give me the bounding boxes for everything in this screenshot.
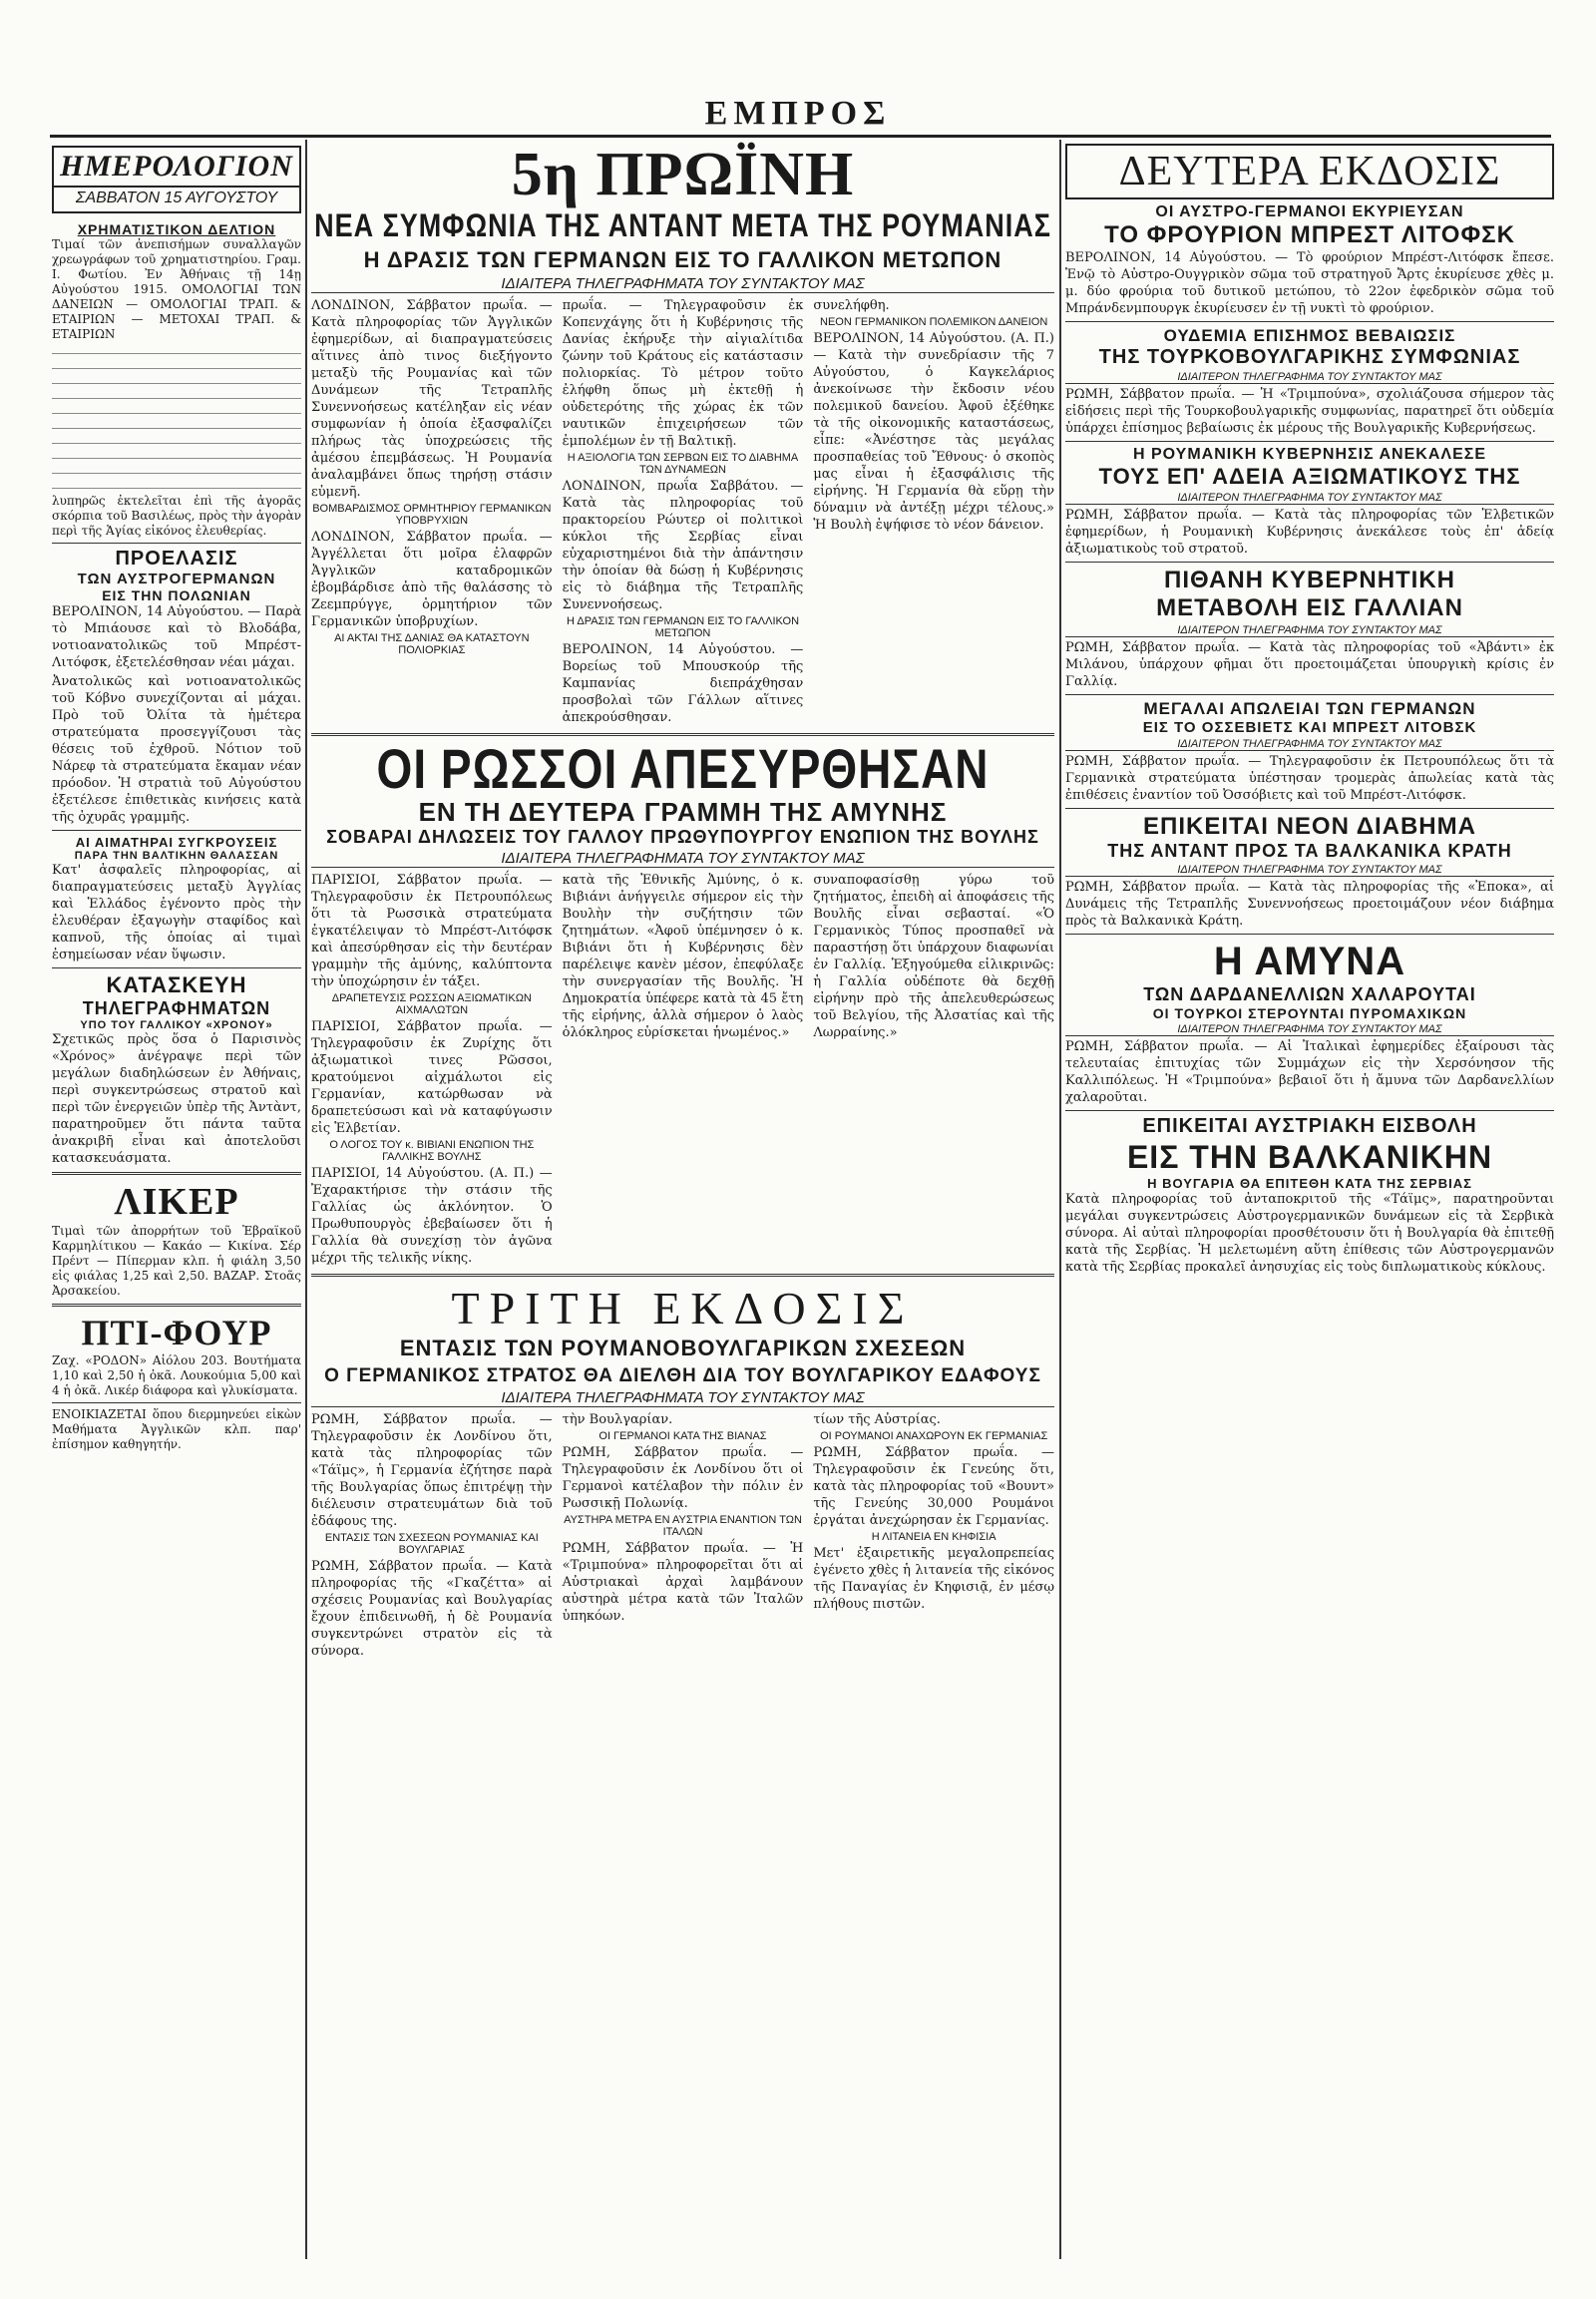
article-heading: ΕΝΤΑΣΙΣ ΤΩΝ ΣΧΕΣΕΩΝ ΡΟΥΜΑΝΙΑΣ ΚΑΙ ΒΟΥΛΓΑΡΙΑΣ — [324, 1532, 539, 1556]
article-heading: ΟΙ ΡΟΥΜΑΝΟΙ ΑΝΑΧΩΡΟΥΝ ΕΚ ΓΕΡΜΑΝΙΑΣ — [820, 1430, 1048, 1442]
telegram-label: ΙΔΙΑΙΤΕΡΟΝ ΤΗΛΕΓΡΑΦΗΜΑ ΤΟΥ ΣΥΝΤΑΚΤΟΥ ΜΑΣ — [1065, 371, 1554, 384]
article-text: ΡΩΜΗ, Σάββατον πρωΐα. — Τηλεγραφοῦσιν ἐκ Λονδίνου ὅτι οἱ Γερμανοὶ κατέλαβον τὴν πόλιν ἐν Ρωσσικῇ Πολωνίᾳ. — [562, 1445, 804, 1511]
article-text: συνελήφθη. — [813, 298, 890, 313]
edition-headline: 5η ΠΡΩΪΝΗ — [511, 141, 855, 208]
article-text: συναποφασίσθῃ γύρω τοῦ ζητήματος, ἐπειδὴ αἱ ἀποφάσεις τῆς Βουλῆς εἶναι σεβασταί. «Ὁ Γερμανικὸς Τύπος προσπαθεῖ νὰ παραστήσῃ ὅτι ὑπάρχουν διαφωνίαι ἐν Γαλλίᾳ. Ἐξηγούμεθα εἰλικρινῶς: ἡ Γαλλία οὐδέποτε θὰ δεχθῇ εἰρήνην πρὸ τῆς ἀπελευθερώσεως τοῦ Βελγίου, τῆς Ἀλσατίας καὶ τῆς Λωρραίνης.» — [813, 873, 1054, 1040]
article-text: ΛΟΝΔΙΝΟΝ, πρωΐα Σαββάτου. — Κατὰ τὰς πληροφορίας τοῦ πρακτορείου Ρώυτερ οἱ πολιτικοὶ κύκλοι τῆς Σερβίας εἶναι εὐχαριστημένοι διὰ τὴν ἀπάντησιν τὴν ὁποίαν θὰ δώσῃ ἡ Κυβέρνησις εἰς τὸ διάβημα τῆς Τετραπλῆς Συνεννοήσεως. — [562, 479, 804, 612]
article-heading: ΤΩΝ ΔΑΡΔΑΝΕΛΛΙΩΝ ΧΑΛΑΡΟΥΤΑΙ — [1143, 984, 1476, 1004]
market-figures — [52, 344, 301, 494]
article-heading: ΤΟΥΣ ΕΠ' ΑΔΕΙΑ ΑΞΙΩΜΑΤΙΚΟΥΣ ΤΗΣ — [1098, 464, 1521, 489]
article-column — [311, 1411, 553, 1662]
article-heading: Η ΡΟΥΜΑΝΙΚΗ ΚΥΒΕΡΝΗΣΙΣ ΑΝΕΚΑΛΕΣΕ — [1132, 446, 1487, 463]
article-text: ΡΩΜΗ, Σάββατον πρωΐα. — Τηλεγραφοῦσιν ἐκ Λονδίνου ὅτι, κατὰ τὰς πληροφορίας τῶν «Τάϊμς», ἡ Γερμανία ἐζήτησε παρὰ τῆς Βουλγαρίας ὅπως ἐπιτρέψῃ τὴν διέλευσιν στρατευμάτων διὰ τοῦ ἐδάφους της. — [311, 1412, 553, 1529]
article-text: ΡΩΜΗ, Σάββατον πρωΐα. — Κατὰ τὰς πληροφορίας τῆς «Ἐποκα», αἱ Δυνάμεις τῆς Τετραπλῆς Συνεννοήσεως προετοιμάζουν νέον διάβημα πρὸς τὰ Βαλκανικὰ Κράτη. — [1065, 880, 1554, 929]
ad-title: ΠΤΙ-ΦΟΥΡ — [81, 1313, 272, 1352]
sub-headline: ΕΝΤΑΣΙΣ ΤΩΝ ΡΟΥΜΑΝΟΒΟΥΛΓΑΡΙΚΩΝ ΣΧΕΣΕΩΝ — [399, 1336, 967, 1360]
article-heading: ΕΠΙΚΕΙΤΑΙ ΝΕΟΝ ΔΙΑΒΗΜΑ — [1143, 813, 1476, 840]
divider — [1065, 808, 1554, 809]
article-text: ΡΩΜΗ, Σάββατον πρωΐα. — Αἱ Ἰταλικαὶ ἐφημερίδες ἐξαίρουσι τὰς τελευταίας ἐπιτυχίας τῶν Συμμάχων εἰς τὴν Χερσόνησον τῆς Καλλιπόλεως. Ἡ «Τριμπούνα» βεβαιοῖ ὅτι ἡ ἄμυνα τῶν Δαρδανελλίων χαλαροῦται. — [1065, 1039, 1554, 1105]
article-heading: ΜΕΤΑΒΟΛΗ ΕΙΣ ΓΑΛΛΙΑΝ — [1156, 594, 1463, 621]
right-column — [1065, 140, 1554, 2259]
article-heading: ΟΥΔΕΜΙΑ ΕΠΙΣΗΜΟΣ ΒΕΒΑΙΩΣΙΣ — [1163, 326, 1456, 345]
article-heading: ΜΕΓΑΛΑΙ ΑΠΩΛΕΙΑΙ ΤΩΝ ΓΕΡΜΑΝΩΝ — [1143, 699, 1476, 718]
divider — [52, 1304, 301, 1307]
article-text: ΒΕΡΟΛΙΝΟΝ, 14 Αὐγούστου. — Βορείως τοῦ Μπουσκούρ τῆς Καμπανίας διεπράχθησαν προσβολαὶ τῶν Γάλλων αἵτινες ἀπεκρούσθησαν. — [562, 642, 804, 725]
article-text: Μετ' ἐξαιρετικῆς μεγαλοπρεπείας ἐγένετο χθὲς ἡ λιτανεία τῆς εἰκόνος τῆς Παναγίας ἐν Κηφισιᾷ, ἐν μέσῳ πλήθους πιστῶν. — [813, 1546, 1054, 1612]
divider — [52, 967, 301, 968]
top-rule — [50, 135, 1551, 138]
third-edition-title: ΤΡΙΤΗ ΕΚΔΟΣΙΣ — [451, 1283, 915, 1334]
big-subheadline: ΕΝ ΤΗ ΔΕΥΤΕΡΑ ΓΡΑΜΜΗ ΤΗΣ ΑΜΥΝΗΣ — [418, 797, 948, 827]
telegram-label: ΙΔΙΑΙΤΕΡΑ ΤΗΛΕΓΡΑΦΗΜΑΤΑ ΤΟΥ ΣΥΝΤΑΚΤΟΥ ΜΑΣ — [311, 275, 1054, 293]
article-column — [311, 872, 553, 1269]
divider — [52, 1402, 301, 1403]
divider — [311, 1274, 1054, 1277]
article-text: ΡΩΜΗ, Σάββατον πρωΐα. — Ἡ «Τριμπούνα», σχολιάζουσα σήμερον τὰς εἰδήσεις περὶ τῆς Τουρκοβουλγαρικῆς συμφωνίας, παρατηρεῖ ὅτι οὐδεμία ὑπάρχει ἐπίσημος βεβαίωσις ἐκ μέρους τῆς Βουλγαρικῆς Κυβερνήσεως. — [1065, 387, 1554, 436]
article-heading: ΕΙΣ ΤΗΝ ΠΟΛΩΝΙΑΝ — [102, 587, 251, 603]
telegram-label: ΙΔΙΑΙΤΕΡΟΝ ΤΗΛΕΓΡΑΦΗΜΑ ΤΟΥ ΣΥΝΤΑΚΤΟΥ ΜΑΣ — [1065, 624, 1554, 637]
article-column — [813, 297, 1054, 728]
article-heading: ΕΠΙΚΕΙΤΑΙ ΑΥΣΤΡΙΑΚΗ ΕΙΣΒΟΛΗ — [1142, 1115, 1477, 1137]
telegram-label: ΙΔΙΑΙΤΕΡΟΝ ΤΗΛΕΓΡΑΦΗΜΑ ΤΟΥ ΣΥΝΤΑΚΤΟΥ ΜΑΣ — [1065, 492, 1554, 505]
article-columns — [311, 872, 1054, 1269]
market-text: Τιμαί τῶν ἀνεπισήμων συναλλαγῶν χρεωγράφων τοῦ χρηματιστηρίου. Γραμ. Ι. Φωτίου. Ἐν Ἀθήναις τῇ 14ῃ Αὐγούστου 1915. ΟΜΟΛΟΓΙΑΙ ΤΩΝ ΔΑΝΕΙΩΝ — ΟΜΟΛΟΓΙΑΙ ΤΡΑΠ. & ΕΤΑΙΡΙΩΝ — ΜΕΤΟΧΑΙ ΤΡΑΠ. & ΕΤΑΙΡΙΩΝ — [52, 237, 301, 341]
main-headline: ΝΕΑ ΣΥΜΦΩΝΙΑ ΤΗΣ ΑΝΤΑΝΤ ΜΕΤΑ ΤΗΣ ΡΟΥΜΑΝΙΑΣ — [314, 207, 1051, 243]
article-column — [311, 297, 553, 728]
article-heading: ΒΟΜΒΑΡΔΙΣΜΟΣ ΟΡΜΗΤΗΡΙΟΥ ΓΕΡΜΑΝΙΚΩΝ ΥΠΟΒΡΥΧΙΩΝ — [312, 503, 552, 527]
left-column — [52, 140, 301, 2259]
article-text: ΡΩΜΗ, Σάββατον πρωΐα. — Κατὰ τὰς πληροφορίας τοῦ «Ἀβάντι» ἐκ Μιλάνου, ὑπάρχουν φῆμαι ὅτι προετοιμάζεται ὑπουργικὴ κρίσις ἐν Γαλλίᾳ. — [1065, 640, 1554, 689]
column-divider — [1059, 140, 1061, 2259]
article-heading: ΕΙΣ ΤΗΝ ΒΑΛΚΑΝΙΚΗΝ — [1126, 1139, 1493, 1175]
article-text: ΡΩΜΗ, Σάββατον πρωΐα. — Κατὰ τὰς πληροφορίας τῶν Ἑλβετικῶν ἐφημερίδων, ἡ Ρουμανικὴ Κυβέρνησις ἀνεκάλεσε τοὺς ἐπ' ἀδείᾳ ἀξιωματικοὺς τοῦ στρατοῦ. — [1065, 508, 1554, 557]
article-text: ΡΩΜΗ, Σάββατον πρωΐα. — Κατὰ πληροφορίας τῆς «Γκαζέττα» αἱ σχέσεις Ρουμανίας καὶ Βουλγαρίας ἔχουν ἐπιδεινωθῆ, ἡ δὲ Ρουμανία συγκεντρώνει στρατὸν εἰς τὰ σύνορα. — [311, 1559, 553, 1659]
article-heading: ΟΙ ΓΕΡΜΑΝΟΙ ΚΑΤΑ ΤΗΣ ΒΙΑΝΑΣ — [598, 1430, 767, 1442]
sub-headline: Ο ΓΕΡΜΑΝΙΚΟΣ ΣΤΡΑΤΟΣ ΘΑ ΔΙΕΛΘΗ ΔΙΑ ΤΟΥ ΒΟΥΛΓΑΡΙΚΟΥ ΕΔΑΦΟΥΣ — [324, 1365, 1041, 1386]
article-heading: ΑΙ ΑΚΤΑΙ ΤΗΣ ΔΑΝΙΑΣ ΘΑ ΚΑΤΑΣΤΟΥΝ ΠΟΛΙΟΡΚΙΑΣ — [334, 632, 530, 656]
article-text: ΡΩΜΗ, Σάββατον πρωΐα. — Ἡ «Τριμπούνα» πληροφορεῖται ὅτι αἱ Αὐστριακαὶ ἀρχαὶ λαμβάνουν αὐστηρὰ μέτρα κατὰ τῶν Ἰταλῶν ὑπηκόων. — [562, 1541, 804, 1624]
article-text: ΒΕΡΟΛΙΝΟΝ, 14 Αὐγούστου. (Α. Π.) — Κατὰ τὴν συνεδρίασιν τῆς 7 Αὐγούστου, ὁ Καγκελάριος ἀνεκοίνωσε τὴν ἔκδοσιν νέου πολεμικοῦ δανείου. Ἀφοῦ ἐξέθηκε τὰ τῆς οἰκονομικῆς καταστάσεως, εἶπε: «Ἀνέστησε τὰς μεγάλας προσπαθείας τοῦ Ἔθνους· ὁ σκοπὸς μας εἶναι ἡ ἐξασφάλισις τῆς εἰρήνης. Ἡ Γερμανία θὰ εὕρῃ τὴν δύναμιν νὰ ἀντέξῃ μέχρι τέλους.» Ἡ Βουλὴ ἐψήφισε τὸ νέον δάνειον. — [813, 331, 1054, 533]
article-text: τὴν Βουλγαρίαν. — [562, 1412, 673, 1427]
article-heading: ΠΑΡΑ ΤΗΝ ΒΑΛΤΙΚΗΝ ΘΑΛΑΣΣΑΝ — [74, 850, 279, 862]
article-heading: ΠΙΘΑΝΗ ΚΥΒΕΡΝΗΤΙΚΗ — [1163, 567, 1456, 593]
article-text: ΡΩΜΗ, Σάββατον πρωΐα. — Τηλεγραφοῦσιν ἐκ Πετρουπόλεως ὅτι τὰ Γερμανικὰ στρατεύματα ὑπέστησαν τρομερὰς ἀπωλείας κατὰ τὰς ἐπιθέσεις ἐναντίον τοῦ Ὀσσόβιετς καὶ τοῦ Μπρέστ-Λιτόφσκ. — [1065, 754, 1554, 803]
article-text: πρωΐα. — Τηλεγραφοῦσιν ἐκ Κοπενχάγης ὅτι ἡ Κυβέρνησις τῆς Δανίας ἐκήρυξε τὴν αἰγιαλίτιδα ζώνην τοῦ Κράτους εἰς κατάστασιν πολιορκίας. Τὸ μέτρον τοῦτο ἐλήφθη ὅπως μὴ ἐκτεθῇ ἡ οὐδετερότης τῆς χώρας ἐκ τῶν ναυτικῶν ἐπιχειρήσεων τῶν ἐμπολέμων ἐν τῇ Βαλτικῇ. — [562, 298, 804, 449]
article-heading: ΤΩΝ ΑΥΣΤΡΟΓΕΡΜΑΝΩΝ — [77, 571, 276, 587]
article-columns — [311, 297, 1054, 728]
divider — [1065, 934, 1554, 935]
divider — [1065, 441, 1554, 442]
divider — [52, 543, 301, 544]
calendar-box — [52, 146, 301, 213]
article-heading: Η ΛΙΤΑΝΕΙΑ ΕΝ ΚΗΦΙΣΙΑ — [871, 1531, 997, 1543]
column-divider — [305, 140, 307, 2259]
ad-title: ΛΙΚΕΡ — [114, 1181, 239, 1223]
article-text: ΠΑΡΙΣΙΟΙ, Σάββατον πρωΐα. — Τηλεγραφοῦσιν ἐκ Ζυρίχης ὅτι ἀξιωματικοὶ τινες Ρῶσσοι, κρατούμενοι αἰχμάλωτοι εἰς Γερμανίαν, κατώρθωσαν νὰ δραπετεύσωσι καὶ νὰ καταφύγωσιν εἰς Ἑλβετίαν. — [311, 1019, 553, 1136]
article-heading: ΥΠΟ ΤΟΥ ΓΑΛΛΙΚΟΥ «ΧΡΟΝΟΥ» — [80, 1019, 273, 1031]
telegram-label: ΙΔΙΑΙΤΕΡΟΝ ΤΗΛΕΓΡΑΦΗΜΑ ΤΟΥ ΣΥΝΤΑΚΤΟΥ ΜΑΣ — [1065, 738, 1554, 751]
article-heading: ΑΙ ΑΙΜΑΤΗΡΑΙ ΣΥΓΚΡΟΥΣΕΙΣ — [75, 835, 278, 850]
article-heading: Η ΔΡΑΣΙΣ ΤΩΝ ΓΕΡΜΑΝΩΝ ΕΙΣ ΤΟ ΓΑΛΛΙΚΟΝ ΜΕΤΩΠΟΝ — [566, 615, 800, 639]
article-columns — [311, 1411, 1054, 1662]
classified-text: ΕΝΟΙΚΙΑΖΕΤΑΙ ὅπου διερμηνεύει εἰκὼν Μαθήματα Ἀγγλικῶν κλπ. παρ' ἐπίσημον καθηγητήν. — [52, 1407, 301, 1451]
article-heading: Ο ΛΟΓΟΣ ΤΟΥ κ. ΒΙΒΙΑΝΙ ΕΝΩΠΙΟΝ ΤΗΣ ΓΑΛΛΙΚΗΣ ΒΟΥΛΗΣ — [329, 1139, 535, 1163]
divider — [52, 1172, 301, 1175]
article-heading: Η ΒΟΥΓΑΡΙΑ ΘΑ ΕΠΙΤΕΘΗ ΚΑΤΑ ΤΗΣ ΣΕΡΒΙΑΣ — [1147, 1176, 1472, 1191]
article-text: Κατ' ἀσφαλεῖς πληροφορίας, αἱ διαπραγματεύσεις μεταξὺ Ἀγγλίας καὶ Ἑλλάδος ἐγένοντο πρὸς τὴν ἐλευθέραν ἐξαγωγὴν σταφίδος καὶ καπνοῦ, τῆς ὁποίας αἱ τιμαὶ ἐσημείωσαν νέαν ὕψωσιν. — [52, 863, 301, 962]
article-text: ΛΟΝΔΙΝΟΝ, Σάββατον πρωΐα. — Ἀγγέλλεται ὅτι μοῖρα ἐλαφρῶν Ἀγγλικῶν καταδρομικῶν ἐβομβάρδισε ἀπὸ τῆς θαλάσσης τὸ Ζεεμπρύγγε, ὁρμητήριον τῶν Γερμανικῶν ὑποβρυχίων. — [311, 530, 553, 629]
center-column — [311, 140, 1054, 2259]
telegram-label: ΙΔΙΑΙΤΕΡΟΝ ΤΗΛΕΓΡΑΦΗΜΑ ΤΟΥ ΣΥΝΤΑΚΤΟΥ ΜΑΣ — [1065, 864, 1554, 877]
article-column — [813, 1411, 1054, 1662]
article-column — [563, 1411, 804, 1662]
article-text: Σχετικῶς πρὸς ὅσα ὁ Παρισινὸς «Χρόνος» ἀνέγραψε περὶ τῶν μεγάλων διαδηλώσεων ἐν Ἀθήναις, περὶ συγκεντρώσεως στρατοῦ καὶ περὶ τῶν ἐνεργειῶν ὑπὲρ τῆς Ἀντὰντ, παρατηροῦμεν ὅτι πάντα ταῦτα ἀνακριβῆ εἶναι καὶ ἀποτελοῦσι κατασκευάσματα. — [52, 1032, 301, 1166]
telegram-label: ΙΔΙΑΙΤΕΡΟΝ ΤΗΛΕΓΡΑΦΗΜΑ ΤΟΥ ΣΥΝΤΑΚΤΟΥ ΜΑΣ — [1065, 1023, 1554, 1036]
article-heading: ΠΡΟΕΛΑΣΙΣ — [115, 548, 238, 570]
article-column — [813, 872, 1054, 1269]
telegram-label: ΙΔΙΑΙΤΕΡΑ ΤΗΛΕΓΡΑΦΗΜΑΤΑ ΤΟΥ ΣΥΝΤΑΚΤΟΥ ΜΑΣ — [311, 1389, 1054, 1407]
market-note: λυπηρῶς ἐκτελεῖται ἐπὶ τῆς ἀγορᾶς σκόρπια τοῦ Βασιλέως, πρὸς τὴν ἀγορὰν περὶ τῆς Ἁγίας εἰκόνος ἐλευθερίας. — [52, 494, 301, 538]
article-column — [563, 872, 804, 1269]
article-text: τίων τῆς Αὐστρίας. — [813, 1412, 941, 1427]
article-heading: ΕΙΣ ΤΟ ΟΣΣΕΒΙΕΤΣ ΚΑΙ ΜΠΡΕΣΤ ΛΙΤΟΒΣΚ — [1142, 719, 1477, 736]
article-text: ΛΟΝΔΙΝΟΝ, Σάββατον πρωΐα. — Κατὰ πληροφορίας τῶν Ἀγγλικῶν ἐφημερίδων, αἱ διαπραγματεύσεις αἵτινες ἀπὸ τινος διεξήγοντο μεταξὺ τῆς Ρουμανίας καὶ τῶν Δυνάμεων τῆς Τετραπλῆς Συνεννοήσεως κατέληξαν εἰς νέαν συμφωνίαν ἡ ὁποία ἐξασφαλίζει πλήρως τὰς ὑποχρεώσεις τῆς ἀμέσου ἐπεμβάσεως. Ἡ Ρουμανία ἀναλαμβάνει ὅπως τηρήσῃ στάσιν εὐμενῆ. — [311, 298, 553, 500]
article-heading: Η ΑΞΙΟΛΟΓΙΑ ΤΩΝ ΣΕΡΒΩΝ ΕΙΣ ΤΟ ΔΙΑΒΗΜΑ ΤΩΝ ΔΥΝΑΜΕΩΝ — [567, 452, 799, 476]
calendar-date: ΣΑΒΒΑΤΟΝ 15 ΑΥΓΟΥΣΤΟΥ — [54, 186, 299, 207]
big-headline: ΟΙ ΡΩΣΣΟΙ ΑΠΕΣΥΡΘΗΣΑΝ — [376, 737, 990, 801]
masthead: ΕΜΠΡΟΣ — [704, 95, 892, 132]
article-text: κατὰ τῆς Ἐθνικῆς Ἀμύνης, ὁ κ. Βιβιάνι ἀνήγγειλε σήμερον εἰς τὴν Βουλὴν τὴν συζήτησιν τῶν ζητημάτων. «Ἀφοῦ ὑπέμνησεν ὁ κ. Βιβιάνι ὅτι ἡ Κυβέρνησις δὲν παρέλειψε κανὲν μέσον, ἐπεφύλαξε τὴν συνεργασίαν τῆς Βουλῆς. Ἡ Δημοκρατία ὑπέφερε κατὰ τὰ 45 ἔτη τῆς εἰρήνης, ἀλλὰ σήμερον ὁ λαὸς ὁλόκληρος εὑρίσκεται ἡνωμένος.» — [562, 873, 804, 1040]
ad-text: Τιμαὶ τῶν ἀπορρήτων τοῦ Ἑβραϊκοῦ Καρμηλίτικου — Κακάο — Κικίνα. Σέρ Πρέντ — Πίπερμαν κλπ. ἡ φιάλη 3,50 εἰς φιάλας 1,25 καὶ 2,50. ΒΑΖΑΡ. Στοᾶς Ἀρσακείου. — [52, 1224, 301, 1298]
article-heading: ΤΗΛΕΓΡΑΦΗΜΑΤΩΝ — [82, 998, 271, 1018]
article-text: Κατὰ πληροφορίας τοῦ ἀνταποκριτοῦ τῆς «Τάϊμς», παρατηροῦνται μεγάλαι συγκεντρώσεις Αὐστρογερμανικῶν δυνάμεων εἰς τὰ Σερβικὰ σύνορα. Αἱ αὐταὶ πληροφορίαι προσθέτουσιν ὅτι ἡ Βουλγαρία θὰ ἐπιτεθῇ κατὰ τῆς Σερβίας. Ἡ μελετωμένη αὕτη ἐπίθεσις τῶν Αὐστρογερμανῶν κατὰ τῆς Σερβίας προκαλεῖ ἀνησυχίας εἰς τοὺς διπλωματικοὺς κύκλους. — [1065, 1192, 1554, 1275]
article-text: ΡΩΜΗ, Σάββατον πρωΐα. — Τηλεγραφοῦσιν ἐκ Γενεύης ὅτι, κατὰ τὰς πληροφορίας τοῦ «Βουντ» τῆς Γενεύης 30,000 Ρουμάνοι ἐργάται ἀνεχώρησαν ἐκ Γερμανίας. — [813, 1445, 1054, 1528]
divider — [1065, 1110, 1554, 1111]
article-heading: ΤΗΣ ΑΝΤΑΝΤ ΠΡΟΣ ΤΑ ΒΑΛΚΑΝΙΚΑ ΚΡΑΤΗ — [1107, 841, 1512, 861]
article-text: ΒΕΡΟΛΙΝΟΝ, 14 Αὐγούστου. — Παρὰ τὸ Μπιάουσε καὶ τὸ Βλοδάβα, νοτιοανατολικῶς τοῦ Μπρέστ-Λιτόφσκ, ἐξετελέσθησαν νέαι μάχαι. — [52, 604, 301, 670]
article-column — [563, 297, 804, 728]
article-heading: ΝΕΟΝ ΓΕΡΜΑΝΙΚΟΝ ΠΟΛΕΜΙΚΟΝ ΔΑΝΕΙΟΝ — [820, 316, 1048, 328]
article-heading: ΤΟ ΦΡΟΥΡΙΟΝ ΜΠΡΕΣΤ ΛΙΤΟΦΣΚ — [1104, 221, 1515, 248]
article-heading: ΟΙ ΤΟΥΡΚΟΙ ΣΤΕΡΟΥΝΤΑΙ ΠΥΡΟΜΑΧΙΚΩΝ — [1152, 1005, 1467, 1021]
sub-headline: Η ΔΡΑΣΙΣ ΤΩΝ ΓΕΡΜΑΝΩΝ ΕΙΣ ΤΟ ΓΑΛΛΙΚΟΝ ΜΕΤΩΠΟΝ — [363, 247, 1002, 272]
big-subheadline: ΣΟΒΑΡΑΙ ΔΗΛΩΣΕΙΣ ΤΟΥ ΓΑΛΛΟΥ ΠΡΩΘΥΠΟΥΡΓΟΥ ΕΝΩΠΙΟΝ ΤΗΣ ΒΟΥΛΗΣ — [326, 827, 1039, 847]
telegram-label: ΙΔΙΑΙΤΕΡΑ ΤΗΛΕΓΡΑΦΗΜΑΤΑ ΤΟΥ ΣΥΝΤΑΚΤΟΥ ΜΑΣ — [311, 850, 1054, 868]
calendar-title: ΗΜΕΡΟΛΟΓΙΟΝ — [60, 150, 293, 183]
edition-headline: ΔΕΥΤΕΡΑ ΕΚΔΟΣΙΣ — [1065, 144, 1554, 199]
market-title: ΧΡΗΜΑΤΙΣΤΙΚΟΝ ΔΕΛΤΙΟΝ — [77, 221, 276, 237]
article-heading: ΔΡΑΠΕΤΕΥΣΙΣ ΡΩΣΣΩΝ ΑΞΙΩΜΑΤΙΚΩΝ ΑΙΧΜΑΛΩΤΩΝ — [331, 992, 532, 1016]
divider — [1065, 562, 1554, 563]
article-heading: ΟΙ ΑΥΣΤΡΟ-ΓΕΡΜΑΝΟΙ ΕΚΥΡΙΕΥΣΑΝ — [1155, 203, 1464, 220]
divider — [1065, 321, 1554, 322]
article-heading: ΑΥΣΤΗΡΑ ΜΕΤΡΑ ΕΝ ΑΥΣΤΡΙΑ ΕΝΑΝΤΙΟΝ ΤΩΝ ΙΤΑΛΩΝ — [564, 1514, 802, 1538]
article-text: Ἀνατολικῶς καὶ νοτιοανατολικῶς τοῦ Κόβνο συνεχίζονται αἱ μάχαι. Πρὸ τοῦ Ὀλίτα τὰ ἡμέτερα στρατεύματα προσεγγίζουσι τὰς θέσεις τοῦ ἐχθροῦ. Νότιον τοῦ Νάρεφ τὰ στρατεύματα ἔκαμαν νέαν πρόοδον. Ἡ στρατιὰ τοῦ Αὐγούστου ἐξετέλεσε ἐπιθετικὰς κινήσεις κατὰ τῆς ὀχυρᾶς γραμμῆς. — [52, 674, 301, 825]
article-heading: ΚΑΤΑΣΚΕΥΗ — [106, 972, 247, 997]
article-heading: Η ΑΜΥΝΑ — [1213, 940, 1406, 983]
article-text: ΠΑΡΙΣΙΟΙ, Σάββατον πρωΐα. — Τηλεγραφοῦσιν ἐκ Πετρουπόλεως ὅτι τὰ Ρωσσικὰ στρατεύματα ἐγκατέλειψαν τὸ Μπρέστ-Λιτόφσκ καὶ ἀπεσύρθησαν εἰς τὴν δευτέραν γραμμὴν τῆς ἀμύνης, καλύπτοντα τὴν ὑποχώρησιν ἐν τάξει. — [311, 873, 553, 989]
article-text: ΒΕΡΟΛΙΝΟΝ, 14 Αὐγούστου. — Τὸ φρούριον Μπρέστ-Λιτόφσκ ἔπεσε. Ἐνῷ τὸ Αὐστρο-Ουγγρικὸν σῶμα τοῦ στρατηγοῦ Ἄρτς ἐκυρίευσε χθὲς μ. μ. δύο φρούρια τοῦ δυτικοῦ μετώπου, τὸ 22ον ἐφεδρικὸν σῶμα τοῦ Μπράνδενμπουργκ ἐκυρίευσεν ἐν τῇ νυκτὶ τὸ φρούριον. — [1065, 250, 1554, 316]
divider — [52, 830, 301, 831]
article-heading: ΤΗΣ ΤΟΥΡΚΟΒΟΥΛΓΑΡΙΚΗΣ ΣΥΜΦΩΝΙΑΣ — [1098, 346, 1521, 368]
article-text: ΠΑΡΙΣΙΟΙ, 14 Αὐγούστου. (Α. Π.) — Ἐχαρακτήρισε τὴν στάσιν τῆς Γαλλίας ὡς ἀκλόνητον. Ὁ Πρωθυπουργὸς ἐβεβαίωσεν ὅτι ἡ Γαλλία θὰ συνεχίσῃ τὸν ἀγῶνα μέχρι τῆς τελικῆς νίκης. — [311, 1166, 553, 1266]
divider — [1065, 694, 1554, 695]
ad-text: Ζαχ. «ΡΟΔΟΝ» Αἰόλου 203. Βουτήματα 1,10 καὶ 2,50 ἡ ὀκᾶ. Λουκούμια 5,00 καὶ 4 ἡ ὀκᾶ. Λικέρ διάφορα καὶ γλυκίσματα. — [52, 1353, 301, 1397]
